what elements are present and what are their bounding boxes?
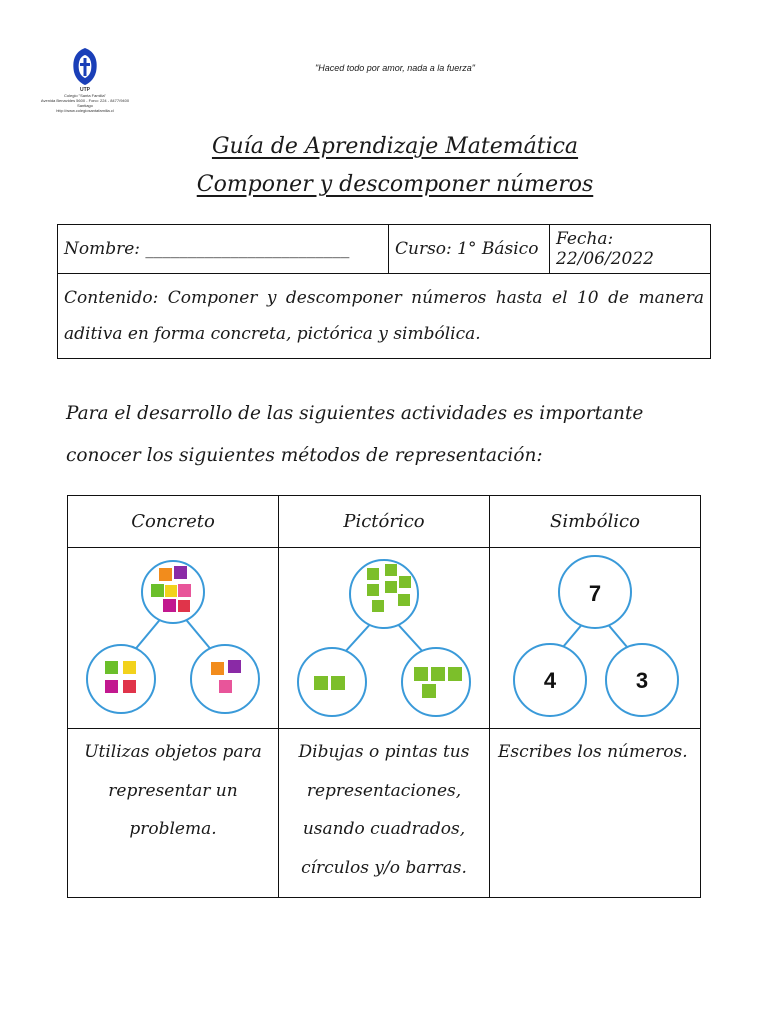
cubes-number-bond xyxy=(73,554,273,719)
logo-school-name: Colegio "Santa Familia" xyxy=(64,93,106,98)
page-subtitle: Componer y descomponer números xyxy=(196,172,594,197)
school-logo xyxy=(40,46,130,113)
page-title: Guía de Aprendizaje Matemática xyxy=(211,134,579,159)
header-concreto: Concreto xyxy=(68,496,279,548)
whole-number: 7 xyxy=(588,580,602,606)
desc-pictorico: Dibujas o pintas tus representaciones, usando cuadrados, círculos y/o barras. xyxy=(279,729,490,898)
logo-city: Santiago xyxy=(77,103,93,108)
part-left-number: 4 xyxy=(543,667,557,693)
date-field: Fecha: 22/06/2022 xyxy=(550,225,711,274)
squares-number-bond xyxy=(284,554,484,719)
header-simbolico: Simbólico xyxy=(490,496,701,548)
school-crest-icon xyxy=(70,46,100,86)
numbers-number-bond xyxy=(495,554,695,719)
name-field[interactable]: Nombre: ________________________ xyxy=(58,225,389,274)
desc-simbolico: Escribes los números. xyxy=(490,729,701,898)
content-description: Contenido: Componer y descomponer números hasta el 10 de manera aditiva en forma concreta, pictórica y simbólica. xyxy=(58,274,711,359)
desc-concreto: Utilizas objetos para representar un problema. xyxy=(68,729,279,898)
pictorial-illustration xyxy=(279,548,490,729)
part-right-number: 3 xyxy=(635,667,649,693)
student-info-table xyxy=(57,224,711,359)
symbolic-illustration xyxy=(490,548,701,729)
intro-text: Para el desarrollo de las siguientes actividades es importante conocer los siguientes métodos de representación: xyxy=(66,403,644,466)
logo-address: Avenida Benavides 5600 - Fono: 224 - 8477/9400 xyxy=(40,98,130,103)
motto: "Haced todo por amor, nada a la fuerza" xyxy=(315,63,475,73)
concrete-illustration xyxy=(68,548,279,729)
logo-web: http://www.colegiosantafamilia.cl xyxy=(56,108,114,113)
course-field: Curso: 1° Básico xyxy=(389,225,550,274)
header-pictorico: Pictórico xyxy=(279,496,490,548)
logo-unit: UTP xyxy=(80,87,90,93)
methods-table xyxy=(67,495,701,898)
